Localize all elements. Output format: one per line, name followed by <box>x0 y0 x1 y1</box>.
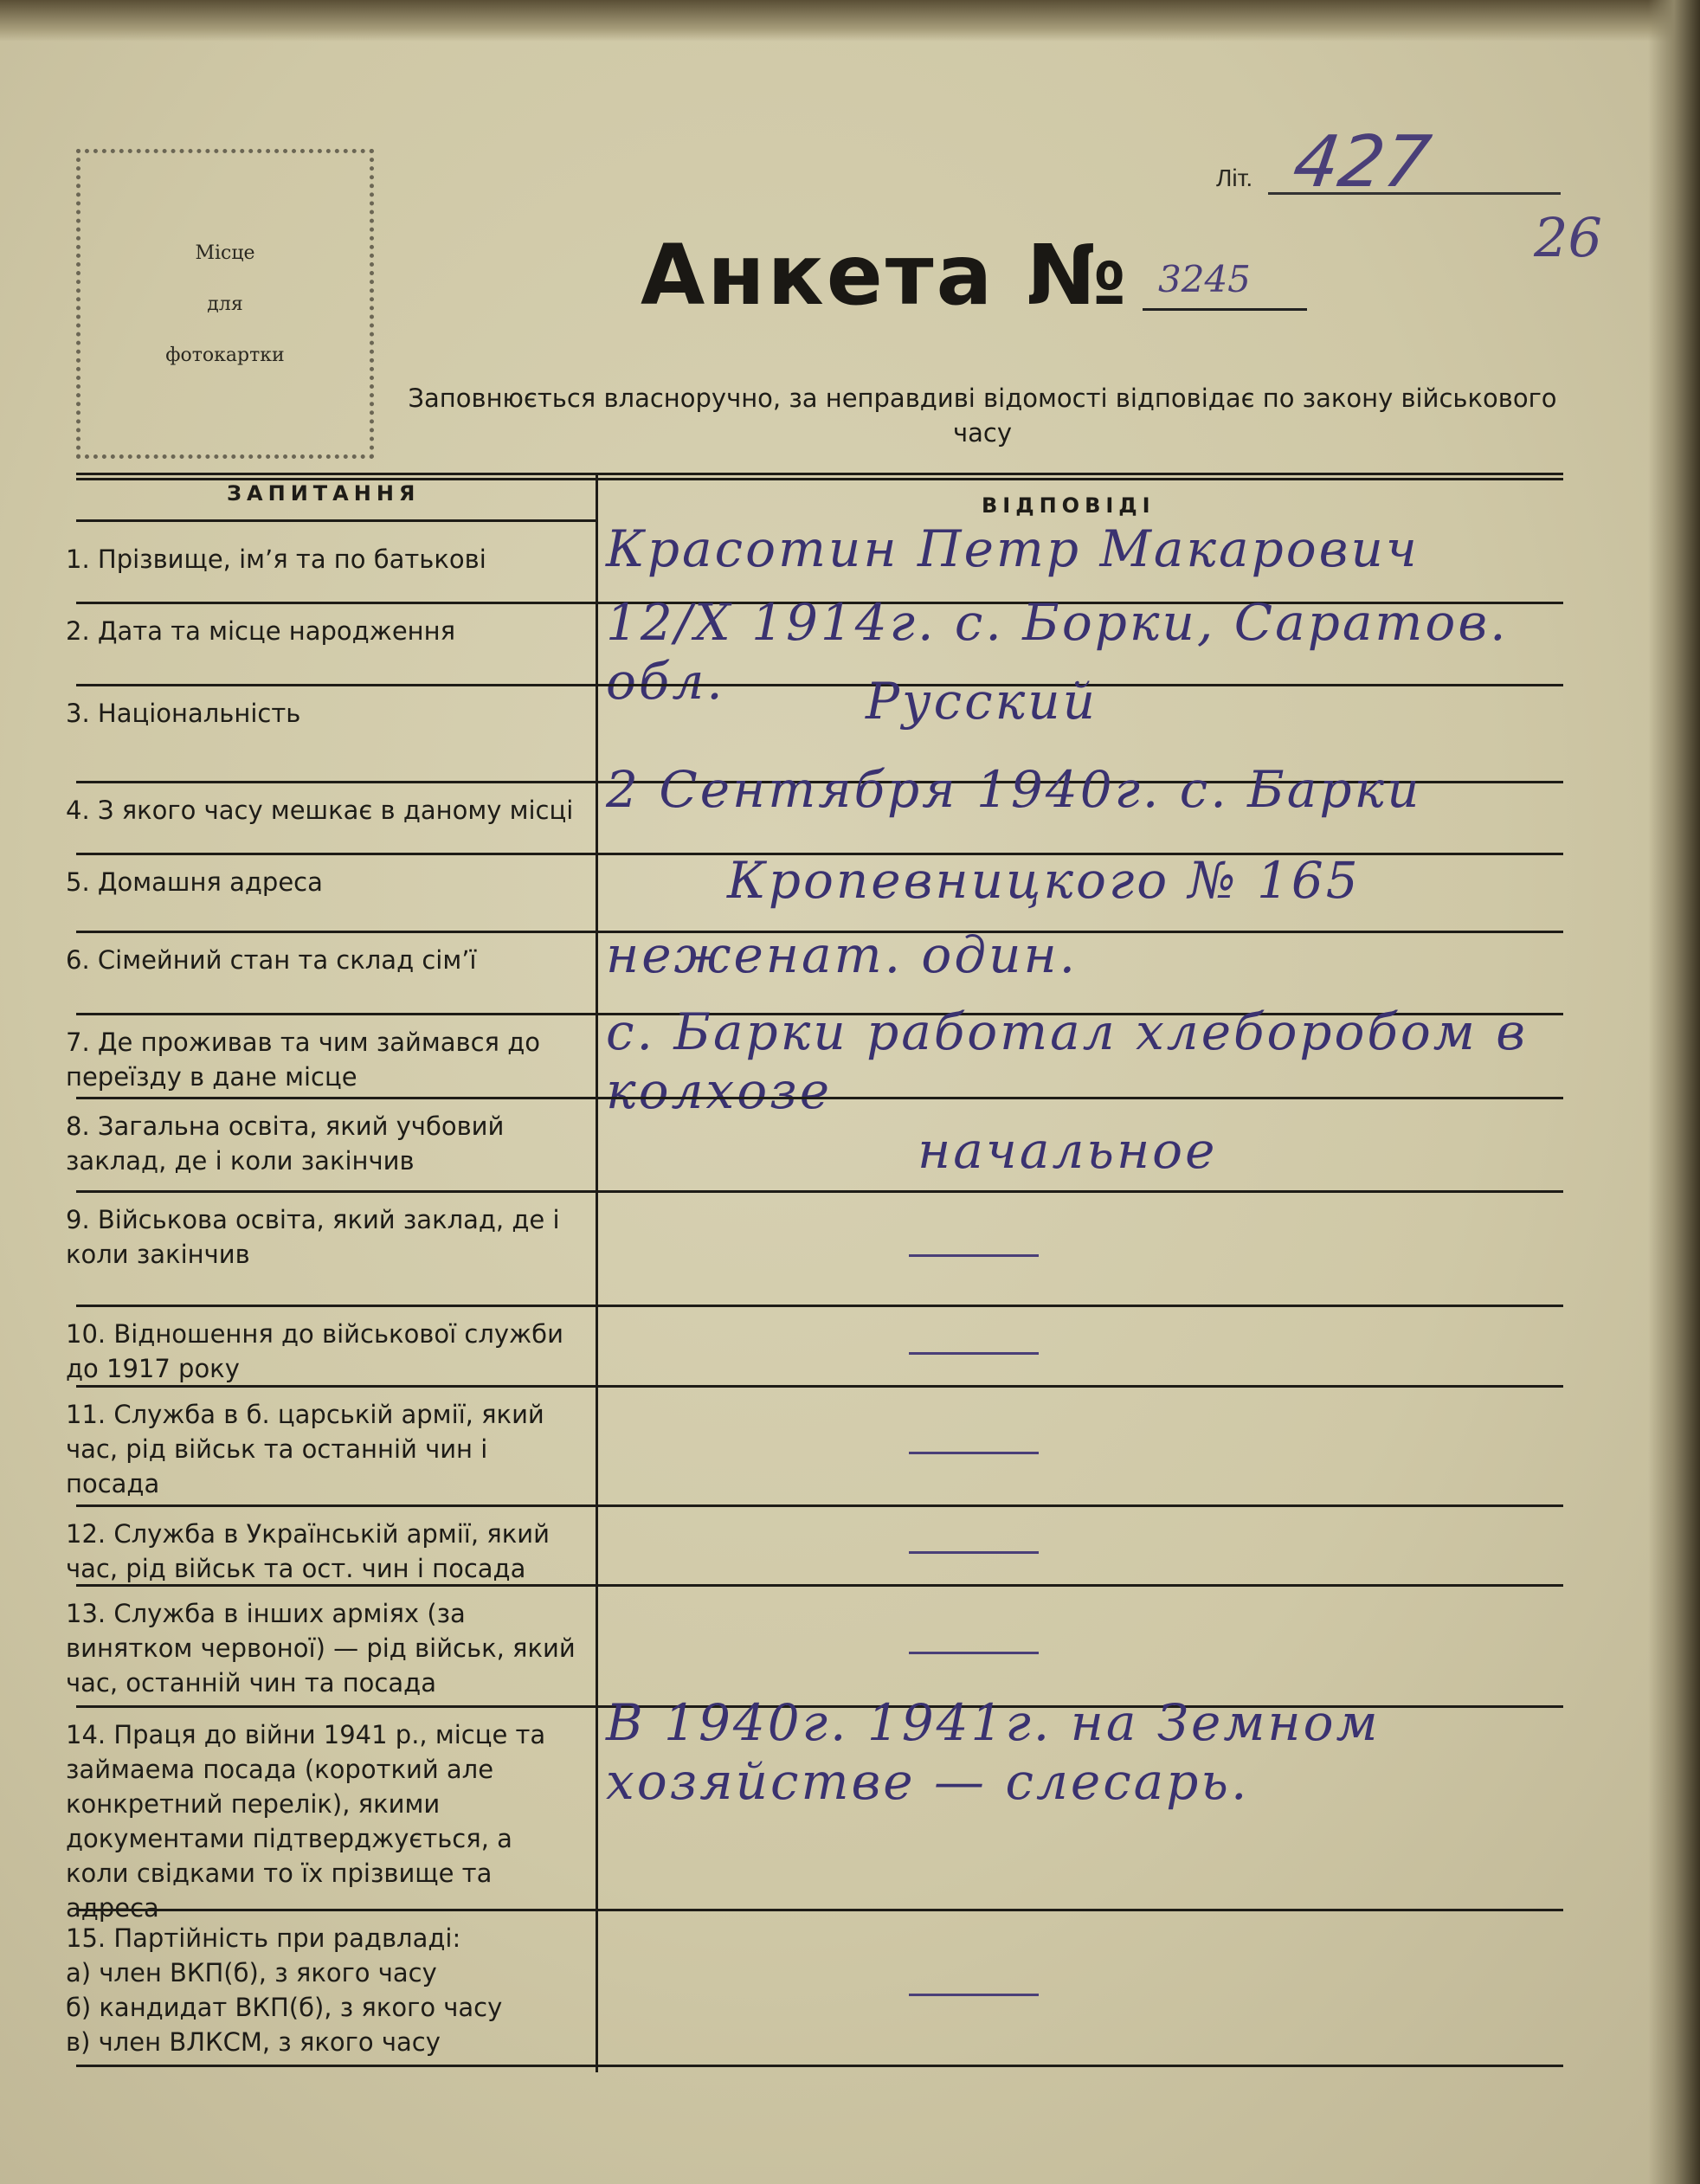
lit-number: 427 <box>1288 121 1436 203</box>
answer-6: неженат. один. <box>606 925 1079 984</box>
answer-dash-10 <box>909 1352 1039 1355</box>
table-top-rule <box>76 473 1563 475</box>
row-separator-14 <box>76 1909 1563 1911</box>
question-2: 2. Дата та місце народження <box>66 616 456 646</box>
question-4: 4. З якого часу мешкає в даному місці <box>66 796 574 825</box>
answer-5: Кропевницкого № 165 <box>727 851 1361 910</box>
answer-2: 12/X 1914г. с. Борки, Саратов. обл. <box>606 593 1509 711</box>
answer-3: Русский <box>866 672 1098 731</box>
row-separator-15 <box>76 2065 1563 2067</box>
row-separator-10 <box>76 1385 1563 1388</box>
paper-top-edge <box>0 0 1700 42</box>
form-subtitle: Заповнюється власноручно, за неправдиві відомості відповідає по закону військового часу <box>408 383 1557 448</box>
question-13: 13. Служба в інших арміях (за винятком червоної) — рід військ, який час, останній чин та посада <box>66 1599 576 1698</box>
form-title: Анкета № <box>641 227 1130 324</box>
paper-right-edge <box>1648 0 1700 2184</box>
answer-4: 2 Сентября 1940г. с. Барки <box>606 760 1422 819</box>
answer-7: с. Барки работал хлеборобом в колхозе <box>606 1002 1529 1120</box>
answer-8: начальное <box>918 1121 1218 1180</box>
column-header-answers: ВІДПОВІДІ <box>982 493 1156 518</box>
form-number: 3245 <box>1158 258 1251 300</box>
question-11: 11. Служба в б. царській армії, який час, рід військ та останній чин і посада <box>66 1400 544 1498</box>
question-14: 14. Праця до війни 1941 р., місце та займаема посада (короткий але конкретний перелік), якими документами підтверджується, а коли свідками то їх прізвище та адреса <box>66 1720 546 1923</box>
question-5: 5. Домашня адреса <box>66 867 323 897</box>
answer-dash-15 <box>909 1994 1039 1996</box>
answer-dash-13 <box>909 1652 1039 1654</box>
photo-label-2: для <box>207 293 243 315</box>
question-6: 6. Сімейний стан та склад сім’ї <box>66 945 477 975</box>
answer-dash-11 <box>909 1452 1039 1454</box>
answer-dash-12 <box>909 1551 1039 1554</box>
header-rule <box>76 519 596 522</box>
question-3: 3. Національність <box>66 699 301 728</box>
photo-label-3: фотокартки <box>165 344 285 366</box>
column-header-questions: ЗАПИТАННЯ <box>227 481 421 506</box>
row-separator-9 <box>76 1305 1563 1307</box>
question-7: 7. Де проживав та чим займався до переїзду в дане місце <box>66 1028 540 1092</box>
row-separator-12 <box>76 1584 1563 1587</box>
question-9: 9. Військова освіта, який заклад, де і коли закінчив <box>66 1205 560 1269</box>
answer-1: Красотин Петр Макарович <box>606 519 1420 578</box>
question-8: 8. Загальна освіта, який учбовий заклад, де і коли закінчив <box>66 1111 505 1176</box>
column-divider <box>596 473 598 2072</box>
lit-label: Літ. <box>1216 164 1253 191</box>
answer-14: В 1940г. 1941г. на Земном хозяйстве — слесарь. <box>606 1693 1381 1811</box>
photo-label-1: Місце <box>195 242 255 264</box>
question-10: 10. Відношення до військової служби до 1917 року <box>66 1319 563 1383</box>
photo-placeholder <box>76 149 374 459</box>
question-1: 1. Прізвище, ім’я та по батькові <box>66 544 486 574</box>
corner-page-number: 26 <box>1534 206 1602 269</box>
table-top-rule-2 <box>76 478 1563 480</box>
form-number-underline <box>1143 308 1307 311</box>
question-12: 12. Служба в Українській армії, який час, рід військ та ост. чин і посада <box>66 1519 550 1583</box>
row-separator-8 <box>76 1190 1563 1193</box>
row-separator-11 <box>76 1504 1563 1507</box>
answer-dash-9 <box>909 1254 1039 1257</box>
row-separator-7 <box>76 1097 1563 1099</box>
question-15: 15. Партійність при радвладі: а) член ВКП(б), з якого часу б) кандидат ВКП(б), з якого часу в) член ВЛКСМ, з якого часу <box>66 1923 503 2057</box>
